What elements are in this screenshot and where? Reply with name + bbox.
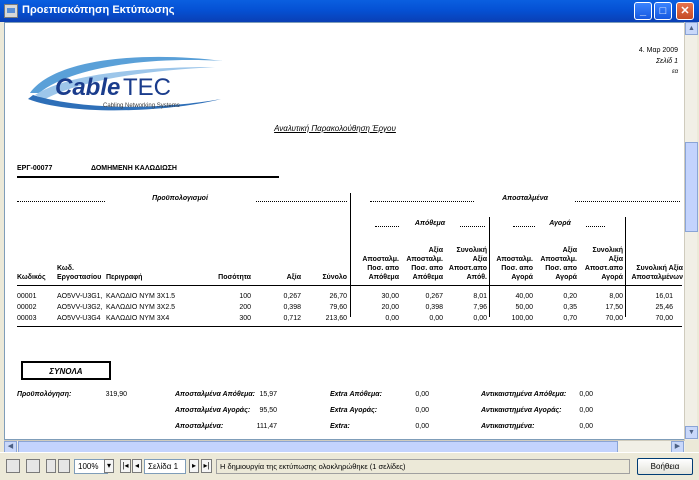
cell-sv-stock: 0,00 [429, 315, 443, 322]
col-total-shipped-2: Αποσταλμένων [631, 274, 683, 281]
cell-tv-stock: 0,00 [473, 315, 487, 322]
col-ship-qty-purchase-1: Αποσταλμ. [496, 256, 533, 263]
cell-sv-stock: 0,267 [425, 293, 443, 300]
col-ship-qty-purchase-3: Αγορά [511, 274, 533, 281]
cell-tot-ship: 70,00 [655, 315, 673, 322]
scroll-down-icon[interactable]: ▼ [685, 426, 698, 439]
col-total: Σύνολο [322, 274, 347, 281]
col-ship-val-purchase-3: Ποσ. απο [545, 265, 577, 272]
cell-sq-stock: 20,00 [381, 304, 399, 311]
shipped-stock-label: Αποσταλμένα Απόθεμα: [175, 391, 256, 398]
col-total-val-purchase-4: Αγορά [601, 274, 623, 281]
col-total-val-purchase-1: Συνολική [592, 247, 623, 254]
table-row [5, 293, 685, 303]
cell-tv-stock: 8,01 [473, 293, 487, 300]
cell-sv-pur: 0,35 [563, 304, 577, 311]
minimize-button[interactable]: _ [634, 2, 652, 20]
table-row [5, 315, 685, 325]
header-underline [17, 285, 682, 286]
col-mfr-1: Κωδ. [57, 265, 74, 272]
first-page-icon[interactable]: |◂ [120, 459, 131, 473]
replaced-purchase-label: Αντικαιστημένα Αγοράς: [481, 407, 562, 414]
replaced-purchase-value: 0,00 [579, 407, 593, 414]
cell-value: 0,267 [283, 293, 301, 300]
logo-brand-bold: Cable [55, 74, 121, 101]
cell-mfr: AO5VV-U3G2, [57, 304, 103, 311]
rows-underline [17, 326, 682, 327]
cell-sq-pur: 50,00 [515, 304, 533, 311]
maximize-button[interactable]: □ [654, 2, 672, 20]
report-date: 4. Μαρ 2009 [638, 47, 678, 54]
preview-toolbar [0, 452, 699, 480]
logo-tagline: Cabling Networking Systems [103, 103, 180, 109]
cell-qty: 100 [239, 293, 251, 300]
col-mfr-2: Εργοστασίου [57, 274, 102, 281]
col-ship-qty-stock-1: Αποσταλμ. [362, 256, 399, 263]
section-budget: Προϋπολογισμοί [105, 195, 255, 202]
col-total-val-purchase-2: Αξία [608, 256, 623, 263]
col-value: Αξία [286, 274, 301, 281]
col-code: Κωδικός [17, 274, 46, 281]
extra-label: Extra: [330, 423, 350, 430]
col-total-val-stock-1: Συνολική [456, 247, 487, 254]
col-ship-val-stock-2: Αποσταλμ. [406, 256, 443, 263]
col-ship-val-stock-1: Αξία [428, 247, 443, 254]
cell-sq-pur: 40,00 [515, 293, 533, 300]
replaced-stock-value: 0,00 [579, 391, 593, 398]
cell-qty: 300 [239, 315, 251, 322]
shipped-label: Αποσταλμένα: [175, 423, 224, 430]
horizontal-scrollbar[interactable] [4, 440, 685, 452]
cell-tv-pur: 17,50 [605, 304, 623, 311]
scroll-right-icon[interactable]: ▶ [671, 441, 684, 453]
cell-desc: ΚΑΛΩΔΙΟ NYM 3X4 [106, 315, 170, 322]
extra-value: 0,00 [415, 423, 429, 430]
cell-total: 213,60 [325, 315, 347, 322]
cell-value: 0,712 [283, 315, 301, 322]
extra-purchase-label: Extra Αγοράς: [330, 407, 378, 414]
totals-label: ΣΥΝΟΛΑ [49, 367, 83, 376]
app-icon [4, 4, 18, 18]
table-row [5, 304, 685, 314]
cell-tot-ship: 25,46 [655, 304, 673, 311]
help-button[interactable]: Βοήθεια [637, 458, 693, 475]
cell-mfr: AO5VV-U3G4 [57, 315, 101, 322]
totals-box [21, 361, 111, 380]
cell-tot-ship: 16,01 [655, 293, 673, 300]
replaced-stock-label: Αντικαιστημένα Απόθεμα: [481, 391, 567, 398]
single-page-icon[interactable] [46, 459, 56, 473]
zoom-select[interactable]: 100% [74, 459, 108, 474]
cell-tv-pur: 70,00 [605, 315, 623, 322]
extra-stock-label: Extra Απόθεμα: [330, 391, 382, 398]
cell-total: 79,60 [329, 304, 347, 311]
section-shipped: Αποσταλμένα [475, 195, 575, 202]
zoom-dropdown-icon[interactable]: ▾ [104, 459, 114, 473]
shipped-stock-value: 15,97 [259, 391, 277, 398]
cell-tv-pur: 8,00 [609, 293, 623, 300]
project-code: ΕΡΓ-00077 [17, 165, 53, 172]
col-ship-val-stock-4: Απόθεμα [412, 274, 443, 281]
close-button[interactable]: ✕ [676, 2, 694, 20]
cell-sq-pur: 100,00 [511, 315, 533, 322]
sub-stock: Απόθεμα [400, 220, 460, 227]
report-page [4, 22, 685, 440]
export-icon[interactable] [26, 459, 40, 473]
last-page-icon[interactable]: ▸| [201, 459, 212, 473]
col-ship-qty-purchase-2: Ποσ. απο [501, 265, 533, 272]
logo-brand-light: TEC [123, 74, 171, 101]
cabletec-logo [25, 53, 225, 113]
cell-desc: ΚΑΛΩΔΙΟ NYM 3X1.5 [106, 293, 176, 300]
extra-stock-value: 0,00 [415, 391, 429, 398]
cell-value: 0,398 [283, 304, 301, 311]
col-ship-qty-stock-2: Ποσ. απο [367, 265, 399, 272]
extra-purchase-value: 0,00 [415, 407, 429, 414]
page-number-field[interactable]: Σελίδα 1 [144, 459, 186, 474]
cell-code: 00001 [17, 293, 37, 300]
vertical-scrollbar[interactable] [684, 22, 697, 440]
col-description: Περιγραφή [106, 274, 143, 281]
cell-sq-stock: 0,00 [385, 315, 399, 322]
next-page-icon[interactable]: ▸ [189, 459, 199, 473]
status-text: Η δημιουργία της εκτύπωσης ολοκληρώθηκε (1 σελίδες) [216, 459, 630, 474]
prev-page-icon[interactable]: ◂ [132, 459, 142, 473]
col-ship-val-purchase-2: Αποσταλμ. [540, 256, 577, 263]
project-name: ΔΟΜΗΜΕΝΗ ΚΑΛΩΔΙΩΣΗ [91, 165, 177, 172]
budget-label: Προϋπολόγηση: [17, 391, 72, 398]
col-total-val-stock-2: Αξία [472, 256, 487, 263]
cell-sv-stock: 0,398 [425, 304, 443, 311]
col-total-shipped-1: Συνολική Αξία [636, 265, 683, 272]
shipped-purchase-label: Αποσταλμένα Αγοράς: [175, 407, 251, 414]
cell-code: 00003 [17, 315, 37, 322]
sub-purchase: Αγορά [535, 220, 585, 227]
cell-total: 26,70 [329, 293, 347, 300]
col-ship-val-purchase-4: Αγορά [555, 274, 577, 281]
cell-code: 00002 [17, 304, 37, 311]
shipped-value: 111,47 [256, 423, 277, 430]
report-title: Αναλυτική Παρακολούθηση Έργου [274, 124, 396, 133]
two-page-icon[interactable] [58, 459, 70, 473]
cell-sv-pur: 0,20 [563, 293, 577, 300]
col-total-val-purchase-3: Αποστ.απο [584, 265, 623, 272]
title-bar[interactable] [0, 0, 699, 22]
cell-sv-pur: 0,70 [563, 315, 577, 322]
page-label: Σελίδ 1 [655, 58, 678, 65]
cell-qty: 200 [239, 304, 251, 311]
cell-desc: ΚΑΛΩΔΙΟ NYM 3X2.5 [106, 304, 176, 311]
cell-tv-stock: 7,96 [473, 304, 487, 311]
replaced-label: Αντικαιστημένα: [481, 423, 535, 430]
col-total-val-stock-3: Αποστ.απο [448, 265, 487, 272]
col-ship-val-purchase-1: Αξία [562, 247, 577, 254]
scroll-up-icon[interactable]: ▲ [685, 22, 698, 35]
budget-value: 319,90 [105, 391, 127, 398]
project-underline [17, 176, 279, 178]
col-ship-val-stock-3: Ποσ. απο [411, 265, 443, 272]
col-ship-qty-stock-3: Απόθεμα [368, 274, 399, 281]
page-code: εα [671, 69, 678, 75]
col-quantity: Ποσότητα [218, 274, 251, 281]
vertical-scroll-thumb[interactable] [685, 142, 698, 232]
window-title: Προεπισκόπηση Εκτύπωσης [22, 4, 175, 16]
replaced-value: 0,00 [579, 423, 593, 430]
cell-mfr: AO5VV-U3G1, [57, 293, 103, 300]
col-total-val-stock-4: Απόθ. [466, 274, 487, 281]
scroll-left-icon[interactable]: ◀ [4, 441, 17, 453]
print-icon[interactable] [6, 459, 20, 473]
shipped-purchase-value: 95,50 [259, 407, 277, 414]
cell-sq-stock: 30,00 [381, 293, 399, 300]
